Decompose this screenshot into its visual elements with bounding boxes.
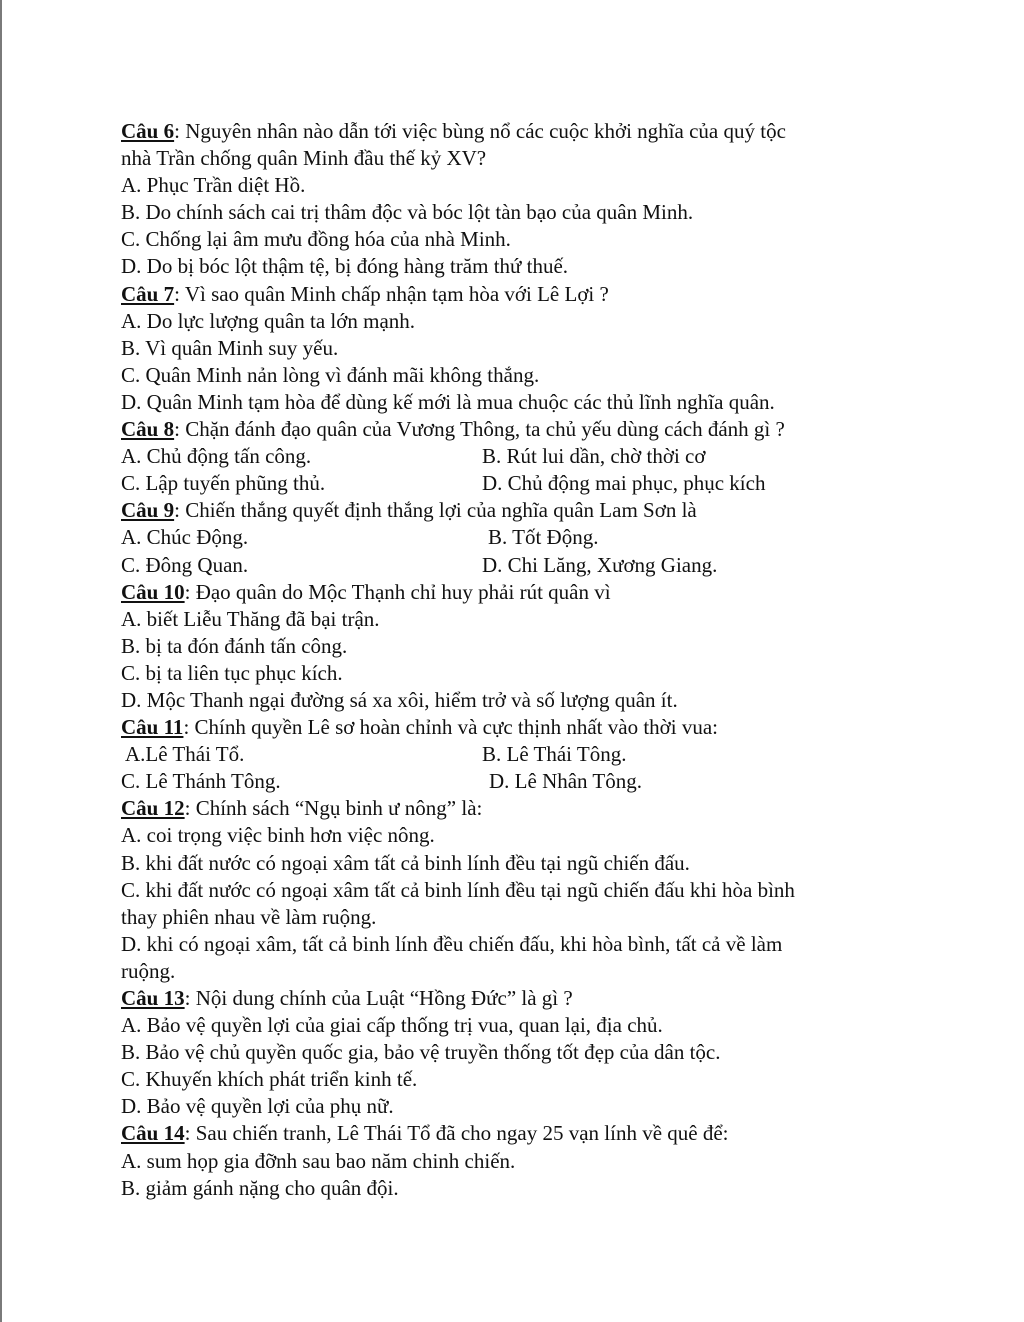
page-left-edge	[0, 0, 2, 1322]
question-14	[121, 1120, 901, 1147]
question-text: : Chính quyền Lê sơ hoàn chỉnh và cực thịnh nhất vào thời vua:	[183, 715, 719, 740]
answer-row	[121, 768, 901, 795]
answer-c: C. Lê Thánh Tông.	[121, 769, 281, 794]
answer-d: D. Lê Nhân Tông.	[489, 769, 642, 794]
question-label: Câu 14	[121, 1121, 185, 1146]
question-label: Câu 8	[121, 417, 175, 442]
question-text: : Vì sao quân Minh chấp nhận tạm hòa với Lê Lợi ?	[174, 281, 609, 306]
answer-a: A. Do lực lượng quân ta lớn mạnh.	[121, 308, 416, 333]
answer-a: A. coi trọng việc binh hơn việc nông.	[121, 823, 435, 848]
answer-a: A.Lê Thái Tổ.	[125, 742, 245, 767]
question-label: Câu 7	[121, 281, 175, 306]
question-label: Câu 6	[121, 119, 175, 143]
answer-a: A. Phục Trần diệt Hồ.	[121, 173, 306, 198]
answer-b: B. Do chính sách cai trị thâm độc và bóc lột tàn bạo của quân Minh.	[121, 200, 694, 225]
answer-a: A. Chúc Động.	[121, 525, 249, 550]
question-text-continued: nhà Trần chống quân Minh đầu thế kỷ XV?	[121, 146, 487, 171]
answer-b: B. bị ta đón đánh tấn công.	[121, 633, 348, 658]
answer-b: B. Vì quân Minh suy yếu.	[121, 335, 339, 360]
question-text: : Chiến thắng quyết định thắng lợi của nghĩa quân Lam Sơn là	[174, 498, 697, 523]
question-6	[121, 118, 901, 145]
answer-c: C. Đông Quan.	[121, 552, 249, 577]
answer-c: C. bị ta liên tục phục kích.	[121, 660, 343, 685]
answer-d: D. Chủ động mai phục, phục kích	[482, 471, 766, 496]
question-10	[121, 579, 901, 606]
answer-d: D. Quân Minh tạm hòa để dùng kế mới là mua chuộc các thủ lĩnh nghĩa quân.	[121, 389, 775, 414]
document-body	[121, 118, 901, 1202]
question-text: : Chính sách “Ngụ binh ư nông” là:	[184, 796, 483, 821]
question-label: Câu 13	[121, 986, 185, 1010]
question-text: : Đạo quân do Mộc Thạnh chỉ huy phải rút quân vì	[184, 579, 611, 604]
question-text: : Sau chiến tranh, Lê Thái Tổ đã cho ngay 25 vạn lính về quê để:	[184, 1121, 729, 1146]
answer-b: B. Tốt Động.	[488, 525, 599, 550]
answer-c: C. Lập tuyến phũng thủ.	[121, 471, 326, 496]
question-text: : Chặn đánh đạo quân của Vương Thông, ta chủ yếu dùng cách đánh gì ?	[174, 417, 785, 442]
answer-d: D. Bảo vệ quyền lợi của phụ nữ.	[121, 1094, 394, 1119]
question-11	[121, 714, 901, 741]
answer-b: B. Rút lui dần, chờ thời cơ	[482, 444, 706, 469]
answer-row	[121, 443, 901, 470]
answer-row	[121, 470, 901, 497]
answer-b: B. Bảo vệ chủ quyền quốc gia, bảo vệ truyền thống tốt đẹp của dân tộc.	[121, 1040, 721, 1065]
answer-d-continued: ruộng.	[121, 958, 176, 983]
answer-d: D. Do bị bóc lột thậm tệ, bị đóng hàng trăm thứ thuế.	[121, 254, 569, 279]
question-label: Câu 12	[121, 796, 185, 821]
answer-a: A. Bảo vệ quyền lợi của giai cấp thống trị vua, quan lại, địa chủ.	[121, 1013, 663, 1038]
answer-row	[121, 524, 901, 551]
question-8	[121, 416, 901, 443]
question-13	[121, 985, 901, 1012]
answer-b: B. khi đất nước có ngoại xâm tất cả binh lính đều tại ngũ chiến đấu.	[121, 850, 690, 875]
answer-c: C. khi đất nước có ngoại xâm tất cả binh lính đều tại ngũ chiến đấu khi hòa bình	[121, 877, 795, 902]
question-text: : Nội dung chính của Luật “Hồng Đức” là gì ?	[184, 986, 573, 1010]
answer-c-continued: thay phiên nhau về làm ruộng.	[121, 904, 377, 929]
answer-c: C. Quân Minh nản lòng vì đánh mãi không thắng.	[121, 362, 540, 387]
answer-b: B. giảm gánh nặng cho quân đội.	[121, 1175, 399, 1200]
answer-row	[121, 741, 901, 768]
question-label: Câu 9	[121, 498, 175, 523]
answer-a: A. biết Liễu Thăng đã bại trận.	[121, 606, 380, 631]
question-7	[121, 281, 901, 308]
answer-d: D. khi có ngoại xâm, tất cả binh lính đều chiến đấu, khi hòa bình, tất cả về làm	[121, 931, 783, 956]
question-label: Câu 11	[121, 715, 184, 740]
question-12	[121, 795, 901, 822]
question-9	[121, 497, 901, 524]
question-text: : Nguyên nhân nào dẫn tới việc bùng nổ các cuộc khởi nghĩa của quý tộc	[174, 119, 786, 143]
answer-b: B. Lê Thái Tông.	[482, 742, 627, 767]
answer-c: C. Chống lại âm mưu đồng hóa của nhà Minh.	[121, 227, 511, 252]
answer-d: D. Mộc Thanh ngại đường sá xa xôi, hiểm trở và số lượng quân ít.	[121, 687, 678, 712]
answer-a: A. sum họp gia đỡnh sau bao năm chinh chiến.	[121, 1148, 516, 1173]
question-label: Câu 10	[121, 579, 185, 604]
answer-a: A. Chủ động tấn công.	[121, 444, 312, 469]
answer-row	[121, 552, 901, 579]
answer-d: D. Chi Lăng, Xương Giang.	[482, 552, 718, 577]
answer-c: C. Khuyến khích phát triển kinh tế.	[121, 1067, 418, 1092]
